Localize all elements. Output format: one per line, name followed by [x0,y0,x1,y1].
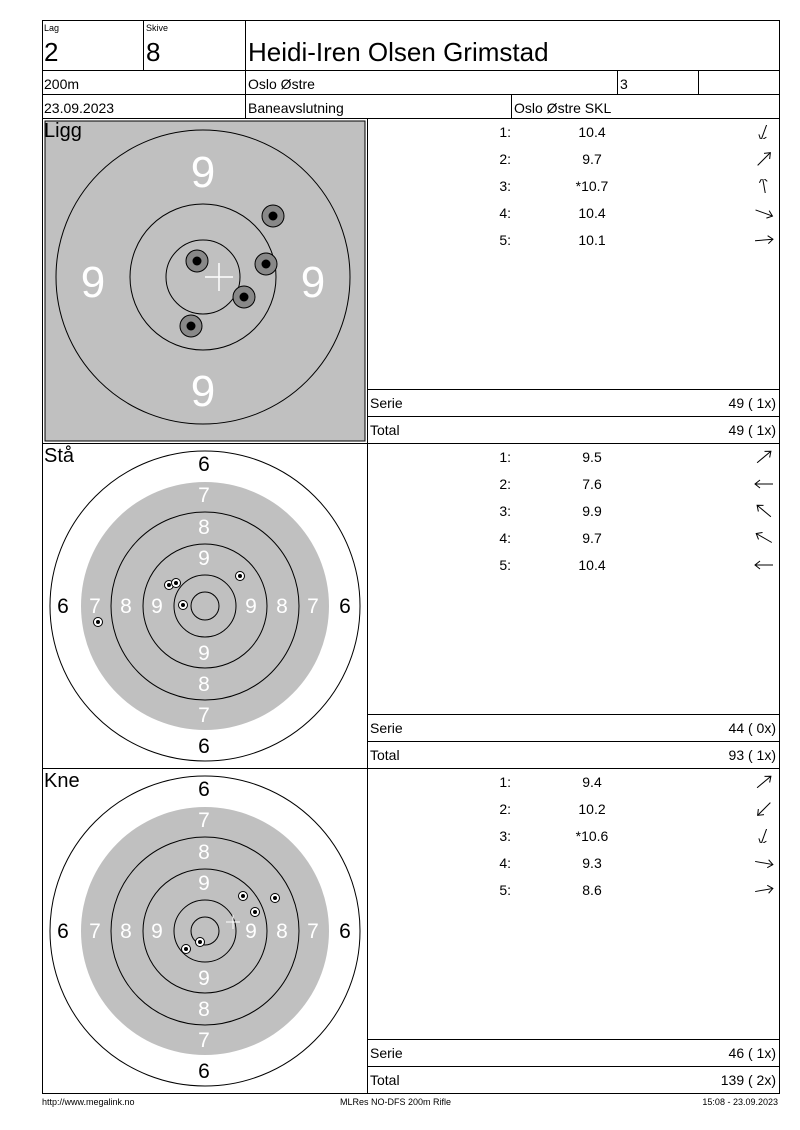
shot-number: 2: [499,801,511,817]
shot-score: 10.1 [578,232,606,248]
direction-arrow-icon [752,856,776,870]
target-ligg [43,119,367,443]
target-ring-label-right: 9 [300,258,326,307]
shot-hole-3 [255,253,277,275]
shot-number: 2: [499,476,511,492]
ring-8-bottom: 8 [198,673,210,696]
ring-7-top: 7 [198,484,210,507]
club: Oslo Østre [248,76,315,92]
direction-arrow-icon [752,125,776,139]
ring-8-top: 8 [198,841,210,864]
shot-number: 5: [499,232,511,248]
header-vdiv-class [617,70,618,94]
direction-arrow-icon [752,179,776,193]
direction-arrow-icon [752,775,776,789]
shot-hole-2 [251,908,260,917]
shot-number: 3: [499,828,511,844]
direction-arrow-icon [752,152,776,166]
shot-number: 1: [499,124,511,140]
serie-divider-ligg [367,389,780,390]
shot-number: 5: [499,882,511,898]
event: Baneavslutning [248,100,344,116]
ring-8-left: 8 [120,920,132,943]
direction-arrow-icon [752,233,776,247]
ring-9-left: 9 [151,920,163,943]
shot-score: 9.4 [582,774,602,790]
date: 23.09.2023 [44,100,115,116]
shot-number: 3: [499,178,511,194]
header-vdiv-org [511,94,512,118]
shot-number: 3: [499,503,511,519]
ring-8-top: 8 [198,516,210,539]
direction-arrow-icon [752,802,776,816]
shot-number: 4: [499,855,511,871]
ring-9-bottom: 9 [198,967,210,990]
ring-7-right: 7 [307,595,319,618]
serie-value-ligg: 49 ( 1x) [728,395,776,411]
footer-software: MLRes NO-DFS 200m Rifle [340,1097,452,1107]
direction-arrow-icon [752,477,776,491]
class: 3 [620,76,628,92]
shot-score: 7.6 [582,476,602,492]
shot-number: 1: [499,774,511,790]
shot-hole-4 [179,601,188,610]
total-divider-ligg [367,416,780,417]
border-bottom [42,1093,780,1094]
header-vdiv-class2 [698,70,699,94]
section-title-kne: Kne [44,770,80,792]
ring-8-left: 8 [120,595,132,618]
ring-6-left: 6 [57,920,69,943]
ring-8-right: 8 [276,595,288,618]
shot-hole-5 [94,618,103,627]
serie-divider-sta [367,714,780,715]
shot-score: 9.3 [582,855,602,871]
direction-arrow-icon [752,450,776,464]
total-label-ligg: Total [370,422,400,438]
direction-arrow-icon [752,829,776,843]
shot-hole-5 [180,315,202,337]
total-divider-kne [367,1066,780,1067]
ring-6-top: 6 [198,453,210,476]
serie-divider-kne [367,1039,780,1040]
lag-value: 2 [44,37,59,67]
shot-score: 10.4 [578,124,606,140]
shot-hole-3 [236,572,245,581]
shot-score: *10.6 [575,828,609,844]
target-ring-label-left: 9 [80,258,106,307]
ring-9-top: 9 [198,872,210,895]
ring-6-bottom: 6 [198,735,210,758]
distance: 200m [44,76,80,92]
serie-label-sta: Serie [370,720,403,736]
direction-arrow-icon [752,531,776,545]
border-right [779,20,780,1093]
direction-arrow-icon [752,206,776,220]
ring-7-bottom: 7 [198,1029,210,1052]
direction-arrow-icon [752,504,776,518]
shot-score: 10.4 [578,557,606,573]
ring-6-right: 6 [339,920,351,943]
serie-value-kne: 46 ( 1x) [728,1045,776,1061]
shot-hole-4 [196,938,205,947]
shot-hole-3 [271,894,280,903]
shot-score: 8.6 [582,882,602,898]
ring-9-right: 9 [245,595,257,618]
total-divider-sta [367,741,780,742]
shot-score: 9.5 [582,449,602,465]
shot-hole-1 [186,250,208,272]
target-sta [43,444,367,768]
ring-6-bottom: 6 [198,1060,210,1083]
border-top [42,20,780,21]
header-vdiv-lag [143,20,144,70]
shot-hole-2 [262,205,284,227]
header-divider-2 [42,94,780,95]
footer-link[interactable]: http://www.megalink.no [42,1097,135,1107]
shot-score: 10.4 [578,205,606,221]
footer-timestamp: 15:08 - 23.09.2023 [702,1097,778,1107]
ring-7-top: 7 [198,809,210,832]
ring-7-left: 7 [89,920,101,943]
target-ring-label-bottom: 9 [190,367,216,416]
skive-label: Skive [146,23,169,33]
header-divider-1 [42,70,780,71]
ring-8-bottom: 8 [198,998,210,1021]
ring-6-top: 6 [198,778,210,801]
ring-6-right: 6 [339,595,351,618]
target-column-divider [367,118,368,1093]
shot-number: 2: [499,151,511,167]
ring-7-right: 7 [307,920,319,943]
ring-9-bottom: 9 [198,642,210,665]
section-title-sta: Stå [44,445,75,467]
serie-value-sta: 44 ( 0x) [728,720,776,736]
direction-arrow-icon [752,883,776,897]
skive-value: 8 [146,37,161,67]
shot-score: 9.7 [582,151,602,167]
shot-hole-5 [182,945,191,954]
ring-9-right: 9 [245,920,257,943]
section-title-ligg: Ligg [44,120,82,142]
ring-7-left: 7 [89,595,101,618]
serie-label-ligg: Serie [370,395,403,411]
ring-9-left: 9 [151,595,163,618]
shot-score: 9.9 [582,503,602,519]
shot-score: *10.7 [575,178,609,194]
serie-label-kne: Serie [370,1045,403,1061]
target-kne [43,769,367,1093]
ring-7-bottom: 7 [198,704,210,727]
shot-number: 1: [499,449,511,465]
shot-hole-2 [172,579,181,588]
shot-score: 10.2 [578,801,606,817]
target-ring-label-top: 9 [190,148,216,197]
lag-label: Lag [44,23,60,33]
ring-6-left: 6 [57,595,69,618]
shot-number: 4: [499,205,511,221]
header-vdiv-main [245,20,246,118]
direction-arrow-icon [752,558,776,572]
total-value-ligg: 49 ( 1x) [728,422,776,438]
shooter-name: Heidi-Iren Olsen Grimstad [248,37,549,67]
shot-score: 9.7 [582,530,602,546]
shot-number: 4: [499,530,511,546]
shot-number: 5: [499,557,511,573]
total-value-kne: 139 ( 2x) [720,1072,776,1088]
total-label-kne: Total [370,1072,400,1088]
shot-hole-1 [239,892,248,901]
ring-8-right: 8 [276,920,288,943]
total-label-sta: Total [370,747,400,763]
shot-hole-4 [233,286,255,308]
organizer: Oslo Østre SKL [514,100,612,116]
ring-9-top: 9 [198,547,210,570]
total-value-sta: 93 ( 1x) [728,747,776,763]
